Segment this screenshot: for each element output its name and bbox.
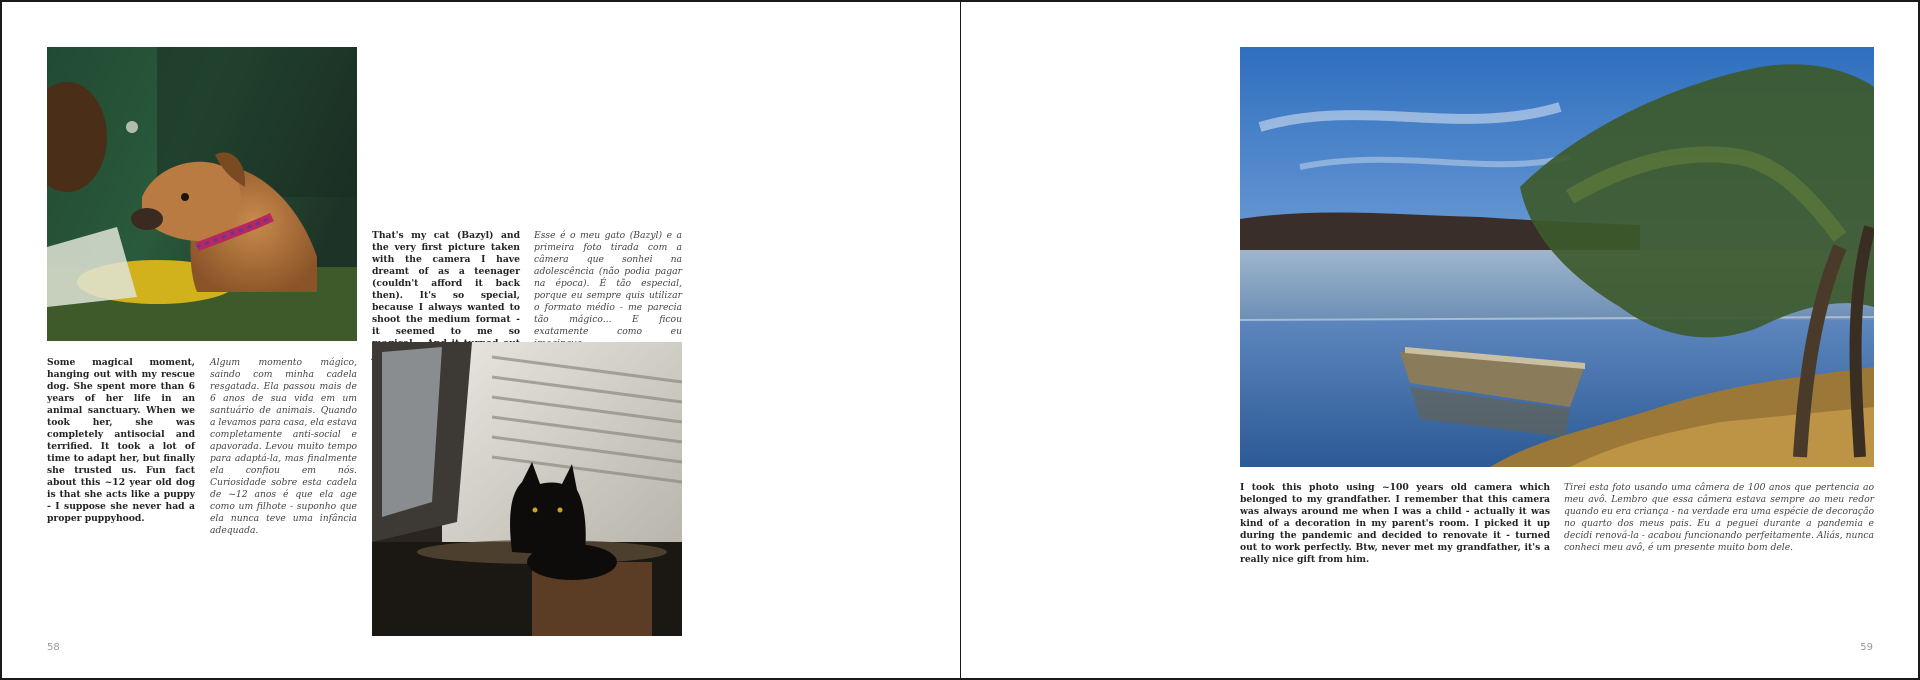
cat-caption-en: That's my cat (Bazyl) and the very first picture taken with the camera I have dreamt of as a teenager (couldn't afford it back then). It's so special, because I always wanted to shoot the medium format - it seemed to me so bbox=[372, 230, 520, 337]
cat-caption-pt: Esse é o meu gato (Bazyl) e a primeira foto tirada com a câmera que sonhei na adolescência (não podia pagar na época). É tão especial, porque eu sempre quis utilizar o formato médio - me parecia tão mágico... E ficou exatamente como eu bbox=[534, 230, 682, 337]
page-number-right: 59 bbox=[1860, 642, 1873, 653]
lake-boat-photo bbox=[1240, 47, 1874, 467]
cat-photo bbox=[372, 342, 682, 636]
dog-caption-pt: Algum momento mágico, saindo com minha cadela resgatada. Ela passou mais de 6 anos de sua vida em um santuário de animais. Quando a levamos para casa, ela estava completamente anti-social e apavorada. Levou muito tempo para adaptá-la, mas finalmente ela confiou em nós. Curiosidade sobre esta cadela de ~12 anos é que ela age como um filhote - suponho que ela nunca teve uma infância adequada. bbox=[210, 357, 357, 536]
lake-caption-en: I took this photo using ~100 years old camera which belonged to my grandfather. I remember that this camera was always around me when I was a child - actually it was kind of a decoration in my parent's room. I picked it up during the pandemic and decided to renovate it - turned out to work perfectly. Btw, never met my grandfather, it's a really nice gift from him. bbox=[1240, 482, 1550, 565]
page-number-left: 58 bbox=[47, 642, 60, 653]
dog-photo bbox=[47, 47, 357, 341]
dog-caption-en: Some magical moment, hanging out with my rescue dog. She spent more than 6 years of her life in an animal sanctuary. When we took her, she was completely antisocial and terrified. It took a lot of time to adapt her, but finally she trusted us. Fun fact about this ~12 year old dog is that she acts like a puppy - I suppose she never had a proper puppyhood. bbox=[47, 357, 195, 524]
right-page bbox=[960, 0, 1920, 680]
lake-caption-pt: Tirei esta foto usando uma câmera de 100 anos que pertencia ao meu avô. Lembro que essa câmera estava sempre ao meu redor quando eu era criança - na verdade era uma espécie de decoração no quarto dos meus pais. Eu a peguei durante a pandemia e decidi renová-la - acabou funcionando perfeitamente. Aliás, nunca conheci meu avô, é um presente muito bom dele. bbox=[1564, 482, 1874, 553]
